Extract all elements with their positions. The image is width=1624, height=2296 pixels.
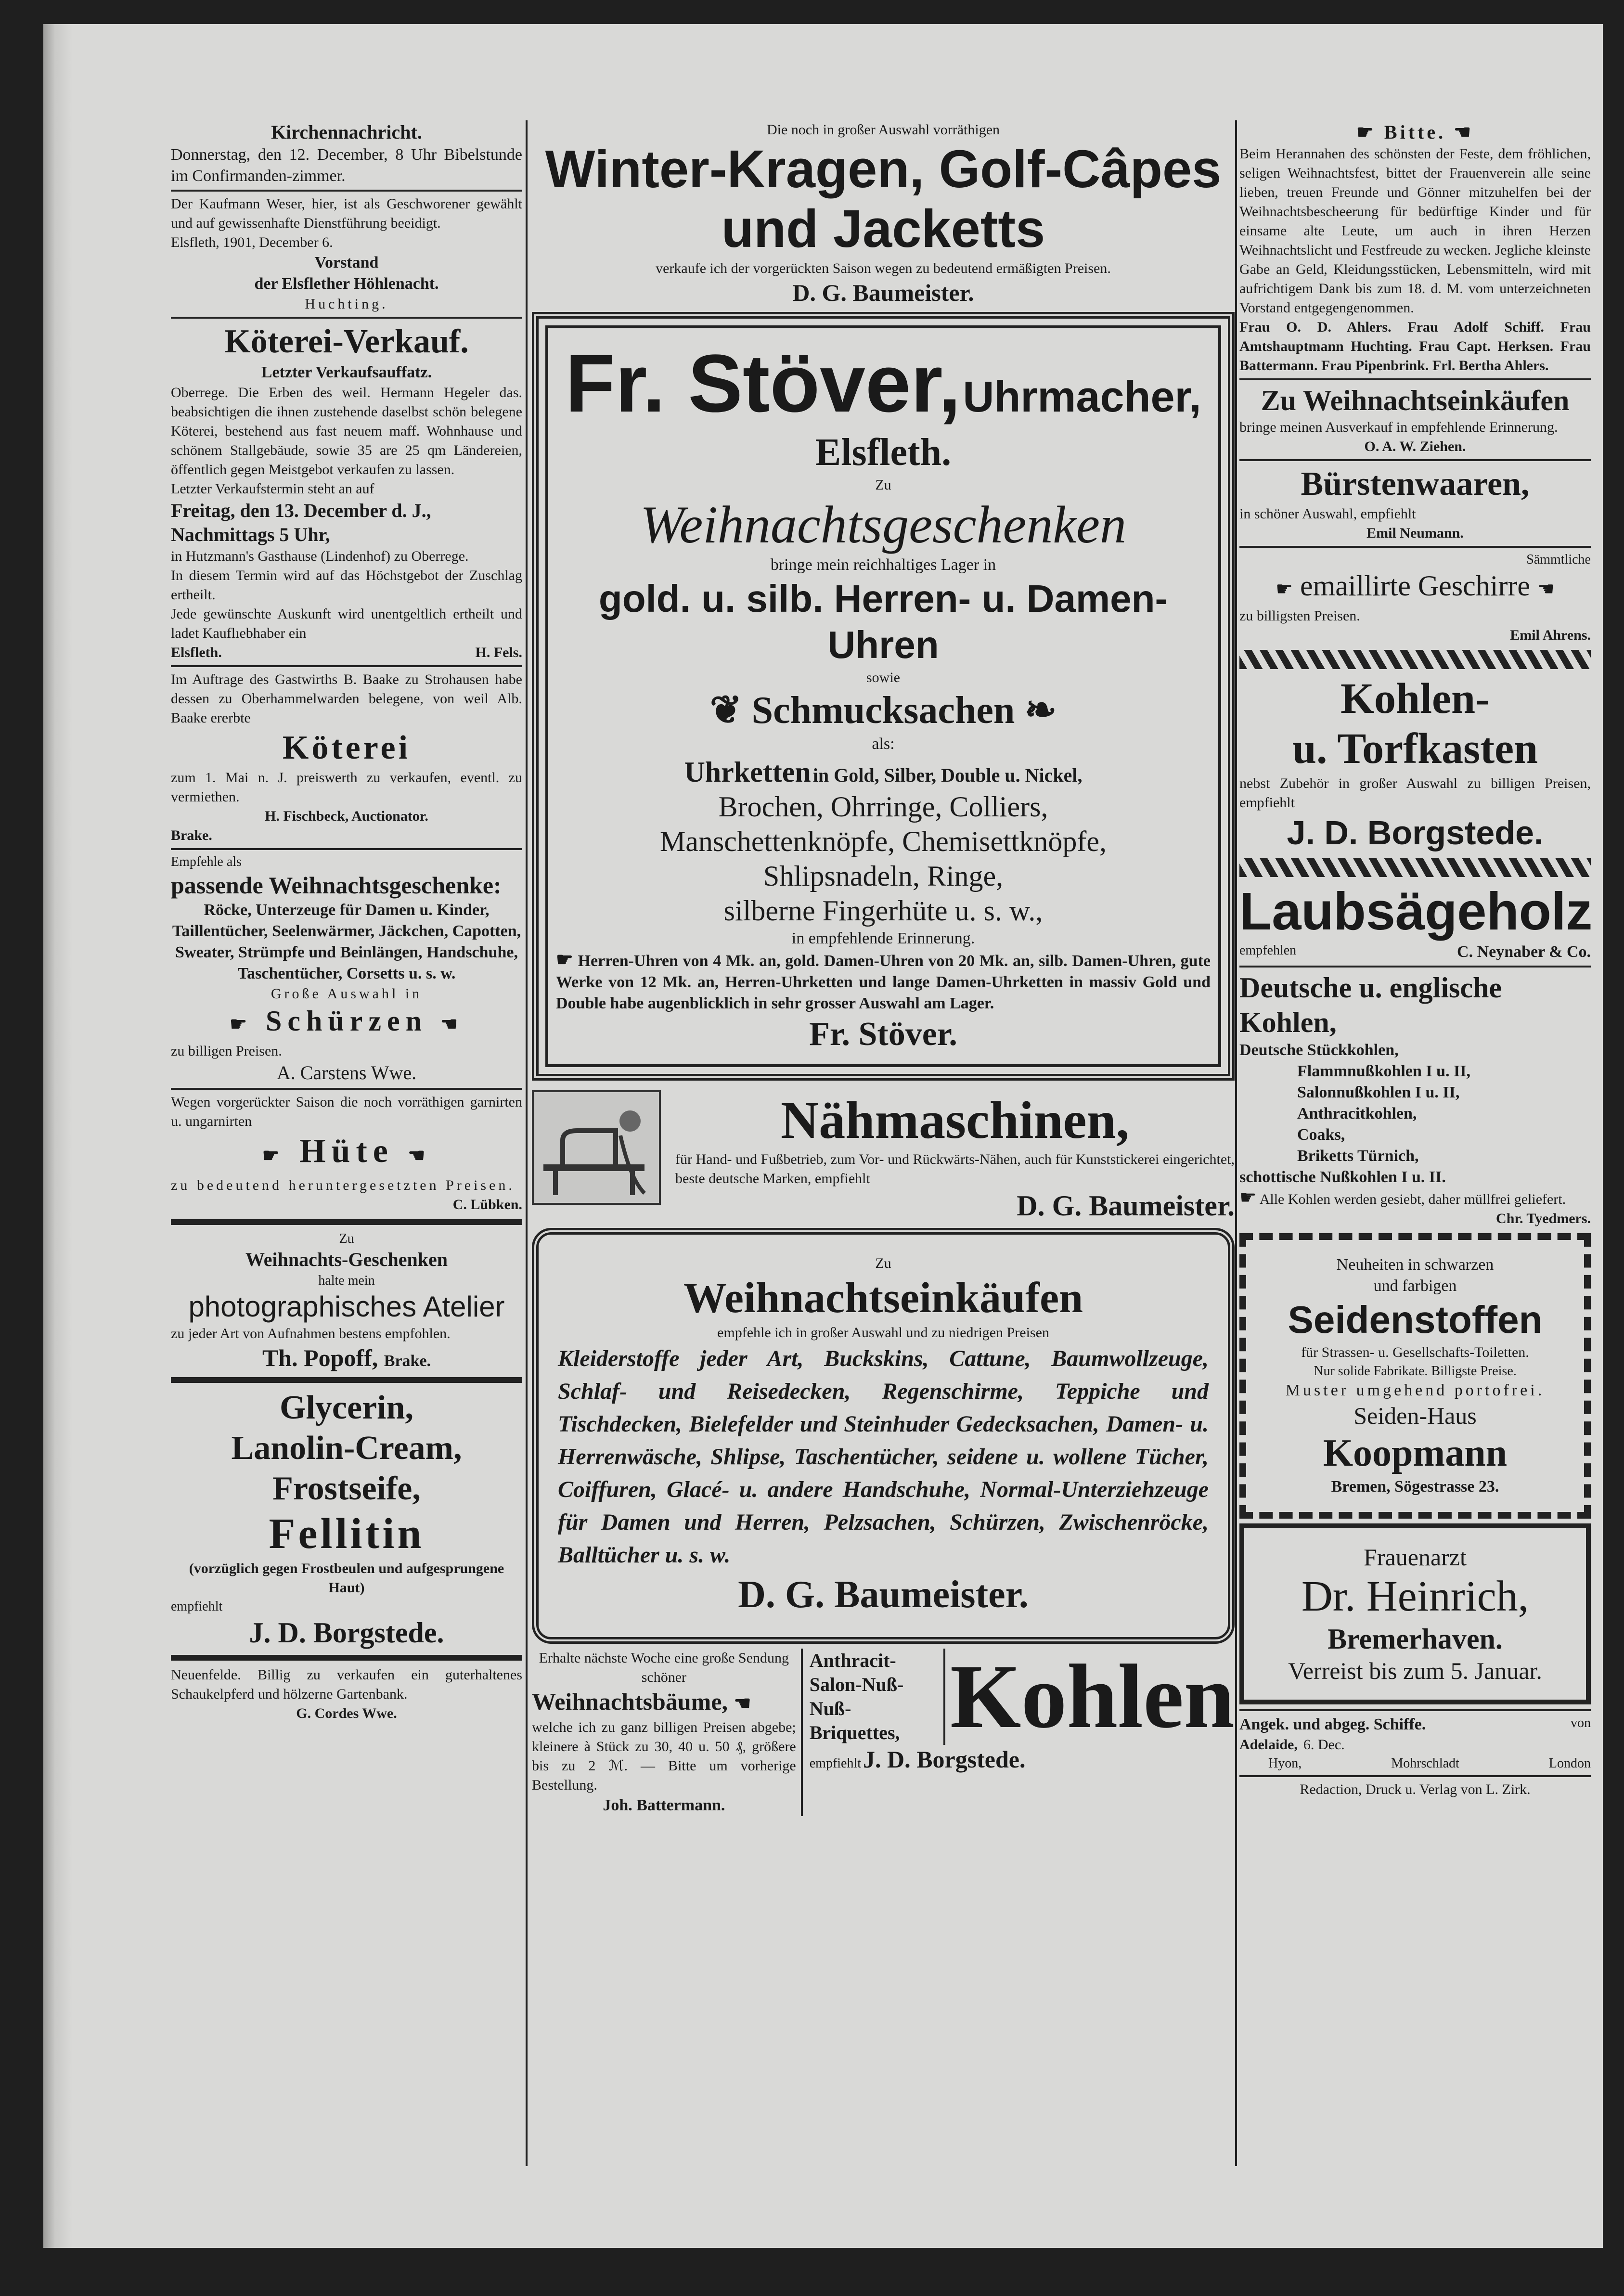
weser-sig2: der Elsflether Höhlenacht. bbox=[254, 275, 439, 293]
bk-l4: Briquettes, bbox=[809, 1722, 900, 1743]
stover-l4: Shlipsnadeln, Ringe, bbox=[763, 860, 1004, 892]
fellitin-l3: Frostseife, bbox=[272, 1470, 421, 1507]
schiffe-row1b: 6. Dec. bbox=[1303, 1737, 1345, 1753]
battermann-sig: Joh. Battermann. bbox=[603, 1796, 725, 1814]
bitte-title-line bbox=[1239, 120, 1591, 144]
ad-kirchennachricht bbox=[171, 120, 522, 187]
popoff-zu: Zu bbox=[339, 1231, 354, 1246]
lubken-sig: C. Lübken. bbox=[452, 1197, 522, 1212]
bm2-sig: D. G. Baumeister. bbox=[738, 1574, 1029, 1616]
ad-bottom-row bbox=[532, 1646, 1235, 1816]
bk-sig-line bbox=[810, 1745, 1235, 1774]
divider bbox=[1239, 1709, 1591, 1711]
kragen-l2: und Jacketts bbox=[721, 199, 1045, 258]
ziehen-text: bringe meinen Ausverkauf in empfehlende Erinnerung. bbox=[1239, 419, 1558, 435]
koopmann-big: Seidenstoffen bbox=[1288, 1298, 1543, 1341]
popoff-title: Weihnachts-Geschenken bbox=[245, 1249, 448, 1270]
ad-stover bbox=[532, 312, 1235, 1081]
carstens-title: passende Weihnachtsgeschenke: bbox=[171, 872, 502, 899]
popoff-sig-line bbox=[171, 1343, 522, 1372]
kasten-sig: J. D. Borgstede. bbox=[1287, 814, 1544, 851]
ad-baake bbox=[171, 670, 522, 845]
ornament-left-icon: ❦ bbox=[709, 689, 742, 732]
carstens-mid: Große Auswahl in bbox=[271, 986, 423, 1002]
kirchen-text: Donnerstag, den 12. December, 8 Uhr Bibelstunde im Confirmanden-zimmer. bbox=[171, 146, 522, 185]
ad-battermann bbox=[532, 1649, 803, 1816]
popoff-sub: halte mein bbox=[318, 1273, 375, 1288]
kragen-text: verkaufe ich der vorgerückten Saison wegen zu bedeutend ermäßigten Preisen. bbox=[656, 260, 1111, 276]
koopmann-l7: Koopmann bbox=[1323, 1432, 1508, 1474]
divider bbox=[1239, 459, 1591, 461]
baake-sig-place: Brake. bbox=[171, 827, 212, 843]
popoff-big: photographisches Atelier bbox=[188, 1290, 505, 1323]
fellitin-emp: empfiehlt bbox=[171, 1599, 223, 1614]
schiffe-title: Angek. und abgeg. Schiffe. bbox=[1239, 1716, 1426, 1733]
pointing-hand-icon: ☛ bbox=[1239, 1187, 1257, 1208]
stover-schmuck: Schmucksachen bbox=[751, 689, 1015, 732]
divider bbox=[171, 317, 522, 319]
schiffe-row bbox=[1239, 1735, 1591, 1754]
schiffe-row1a: Adelaide, bbox=[1239, 1737, 1298, 1753]
stover-big: gold. u. silb. Herren- u. Damen-Uhren bbox=[598, 577, 1168, 666]
koterei-termin: Letzter Verkaufstermin steht an auf bbox=[171, 481, 374, 497]
ahrens-title: emaillirte Geschirre bbox=[1300, 570, 1531, 602]
koopmann-l4: Nur solide Fabrikate. Billigste Preise. bbox=[1314, 1364, 1517, 1379]
ahrens-title-line bbox=[1239, 568, 1591, 606]
pointing-hand-icon: ☛ bbox=[1356, 121, 1377, 143]
kasten-text: nebst Zubehör in großer Auswahl zu billigen Preisen, empfiehlt bbox=[1239, 775, 1591, 811]
bitte-names: Frau O. D. Ahlers. Frau Adolf Schiff. Frau Amtshauptmann Huchting. Frau Capt. Herksen. Frau Battermann. Frau Pipenbrink. Frl. Bertha Ahlers. bbox=[1239, 319, 1591, 374]
battermann-big-line bbox=[532, 1687, 796, 1718]
thick-divider bbox=[171, 1377, 522, 1383]
bm2-sub: empfehle ich in großer Auswahl und zu niedrigen Preisen bbox=[717, 1325, 1049, 1341]
pointing-hand-icon: ☚ bbox=[440, 1013, 464, 1035]
weser-sig1: Vorstand bbox=[314, 254, 379, 271]
ahrens-text: zu billigsten Preisen. bbox=[1239, 608, 1360, 624]
koterei-title: Köterei-Verkauf. bbox=[224, 323, 469, 360]
bk-big: Kohlen bbox=[950, 1646, 1235, 1747]
fellitin-l2: Lanolin-Cream, bbox=[231, 1430, 462, 1467]
popoff-sig: Th. Popoff, bbox=[262, 1344, 378, 1371]
weser-text: Der Kaufmann Weser, hier, ist als Geschworener gewählt und auf gewissenhafte Dienstführung beeidigt. bbox=[171, 196, 522, 231]
ad-popoff bbox=[171, 1230, 522, 1372]
divider bbox=[1239, 966, 1591, 967]
naehmaschinen-sig: D. G. Baumeister. bbox=[1017, 1190, 1235, 1222]
cordes-text: Neuenfelde. Billig zu verkaufen ein guterhaltenes Schaukelpferd und hölzerne Gartenbank. bbox=[171, 1667, 522, 1702]
popoff-text: zu jeder Art von Aufnahmen bestens empfohlen. bbox=[171, 1326, 451, 1341]
column-rule-right bbox=[1235, 120, 1237, 2166]
kragen-pre: Die noch in großer Auswahl vorräthigen bbox=[766, 122, 1000, 138]
heinrich-l3: Bremerhaven. bbox=[1328, 1623, 1503, 1655]
ad-borgstede-fellitin bbox=[171, 1388, 522, 1650]
ad-cordes bbox=[171, 1665, 522, 1723]
stover-l5: silberne Fingerhüte u. s. w., bbox=[723, 895, 1043, 927]
ad-koterei-verkauf bbox=[171, 322, 522, 662]
column-rule-left bbox=[526, 120, 528, 2166]
bk-sig: J. D. Borgstede. bbox=[863, 1746, 1026, 1773]
koopmann-l5: Muster umgehend portofrei. bbox=[1285, 1381, 1545, 1399]
koterei-text2: In diesem Termin wird auf das Höchstgebot der Zuschlag ertheilt. bbox=[171, 568, 522, 603]
huchting: Huchting. bbox=[305, 296, 388, 312]
stover-header bbox=[556, 338, 1211, 429]
koopmann-l6: Seiden-Haus bbox=[1353, 1402, 1477, 1429]
fellitin-l4: Fellitin bbox=[269, 1510, 425, 1558]
thick-divider bbox=[171, 1219, 522, 1225]
stover-l1 bbox=[556, 755, 1211, 789]
baake-sig: H. Fischbeck, Auctionator. bbox=[265, 808, 428, 824]
divider bbox=[171, 665, 522, 667]
ahrens-pre: Sämmtliche bbox=[1526, 552, 1591, 567]
tyedmers-l4: Anthracitkohlen, bbox=[1297, 1105, 1417, 1122]
tyedmers-l1: Deutsche Stückkohlen, bbox=[1239, 1041, 1399, 1059]
baake-text: Im Auftrage des Gastwirths B. Baake zu Strohausen habe dessen zu Oberhammelwarden belegene, von weil Alb. Baake ererbte bbox=[171, 671, 522, 726]
ad-ziehen bbox=[1239, 383, 1591, 456]
bk-l1: Anthracit- bbox=[809, 1650, 896, 1671]
stover-city: Elsfleth. bbox=[815, 431, 952, 474]
fellitin-text: (vorzüglich gegen Frostbeulen und aufgesprungene Haut) bbox=[189, 1561, 504, 1596]
neynaber-sig: C. Neynaber & Co. bbox=[1457, 943, 1591, 961]
stover-sub: bringe mein reichhaltiges Lager in bbox=[770, 556, 996, 574]
koterei-sub: Letzter Verkaufsauffatz. bbox=[261, 363, 432, 381]
koterei-sig-place: Elsfleth. bbox=[171, 645, 222, 660]
decorative-bar bbox=[1239, 650, 1591, 669]
carstens-text: Röcke, Unterzeuge für Damen u. Kinder, Taillentücher, Seelenwärmer, Jäckchen, Capotten, Sweater, Strümpfe und Beinlängen, Handschuhe, Taschentücher, Corsetts u. s. w. bbox=[172, 901, 521, 982]
pointing-hand-icon: ☚ bbox=[1537, 578, 1555, 600]
cordes-sig: G. Cordes Wwe. bbox=[296, 1705, 397, 1721]
tyedmers-note-line bbox=[1239, 1188, 1591, 1209]
bitte-text: Beim Herannahen des schönsten der Feste, dem fröhlichen, seligen Weihnachtsfest, bittet der Frauenverein alle seine lieben, treuen Freunde und Gönner mitzuhelfen bei der Weihnachtsbescheerung für bedürftige Kinder und für einsame alte Leute, um auch in ihren Herzen Weihnachtslicht und Festfreude zu wecken. Jegliche kleinste Gabe an Geld, Kleidungsstücken, Lebensmitteln, wird mit aufrichtigem Dank bis zum 18. d. M. vom unterzeichneten Vorstand entgegengenommen. bbox=[1239, 146, 1591, 316]
decorative-bar bbox=[1239, 858, 1591, 877]
bm2-text: Kleiderstoffe jeder Art, Buckskins, Cattune, Baumwollzeuge, Schlaf- und Reisedecken, Regenschirme, Teppiche und Tischdecken, Bielefelder und Steinhuder Gedecksachen, Damen- u. Herrenwäsche, Shlipse, Taschentücher, seidene u. wollene Tücher, Coiffuren, Glacé- u. andere Handschuhe, Normal-Unterziehzeuge für Damen und Herren, Pelzsachen, Schürzen, Zwischenröcke, Balltücher u. s. w. bbox=[558, 1346, 1209, 1568]
ad-bitte bbox=[1239, 120, 1591, 375]
ornament-right-icon: ❧ bbox=[1024, 689, 1057, 732]
stover-als: als: bbox=[872, 735, 895, 753]
schiffe-row bbox=[1239, 1754, 1591, 1772]
pointing-hand-icon: ☚ bbox=[1454, 121, 1474, 143]
koopmann-l8: Bremen, Sögestrasse 23. bbox=[1331, 1478, 1499, 1496]
bm2-zu: Zu bbox=[875, 1255, 891, 1271]
ad-baumeister-kragen bbox=[532, 120, 1235, 307]
stover-l2: Brochen, Ohrringe, Colliers, bbox=[718, 791, 1048, 823]
koopmann-l1: Neuheiten in schwarzen bbox=[1336, 1256, 1494, 1274]
ad-neynaber bbox=[1239, 882, 1591, 963]
tyedmers-l7: schottische Nußkohlen I u. II. bbox=[1239, 1168, 1446, 1186]
neynaber-title: Laubsägeholz bbox=[1239, 882, 1593, 941]
carstens-intro: Empfehle als bbox=[171, 854, 242, 869]
tyedmers-l6: Briketts Türnich, bbox=[1297, 1147, 1419, 1165]
schiffe-row2b: Mohrschladt bbox=[1391, 1756, 1459, 1771]
ahrens-sig: Emil Ahrens. bbox=[1510, 627, 1591, 643]
sewing-machine-icon bbox=[532, 1090, 661, 1205]
ad-neumann bbox=[1239, 464, 1591, 543]
kragen-l1: Winter-Kragen, Golf-Câpes bbox=[545, 140, 1222, 199]
heinrich-l4: Verreist bis zum 5. Januar. bbox=[1288, 1657, 1542, 1684]
ad-ahrens bbox=[1239, 551, 1591, 645]
ad-borgstede-kohlen bbox=[809, 1646, 1235, 1816]
stover-l1b: in Gold, Silber, Double u. Nickel, bbox=[812, 764, 1083, 786]
ziehen-title: Zu Weihnachtseinkäufen bbox=[1261, 385, 1570, 416]
thick-divider bbox=[171, 1655, 522, 1661]
stover-p1: Herren-Uhren von 4 Mk. an, gold. Damen-Uhren von 20 Mk. an, silb. Damen-Uhren, gute Werke von 12 Mk. an, Herren-Uhrketten und lange Damen-Uhrketten in massiv Gold und Double habe augenblicklich in sehr grosser Auswahl am Lager. bbox=[556, 952, 1211, 1012]
stover-name: Fr. Stöver, bbox=[565, 338, 961, 429]
lubken-text: Wegen vorgerückter Saison die noch vorräthigen garnirten u. ungarnirten bbox=[171, 1094, 522, 1129]
fellitin-l1: Glycerin, bbox=[280, 1389, 413, 1426]
divider bbox=[171, 1088, 522, 1090]
pointing-hand-icon: ☛ bbox=[556, 949, 573, 970]
weser-place: Elsfleth, 1901, December 6. bbox=[171, 234, 333, 250]
neumann-title: Bürstenwaaren, bbox=[1301, 465, 1530, 503]
neumann-sig: Emil Neumann. bbox=[1366, 525, 1464, 541]
stover-schmuck-line bbox=[556, 687, 1211, 734]
ad-naehmaschinen bbox=[532, 1090, 1235, 1223]
koterei-text3: Jede gewünschte Auskunft wird unentgeltlich ertheilt und ladet Kauflıebhaber ein bbox=[171, 606, 522, 641]
tyedmers-l2: Flammnußkohlen I u. II, bbox=[1297, 1062, 1470, 1080]
koterei-text: Oberrege. Die Erben des weil. Hermann Hegeler das. beabsichtigen die ihnen zustehende daselbst schön belegene Köterei, bestehend aus fast neuem maff. Wohnhause und schönem Stallgebäude, sowie 35 are 25 qm Ländereien, öffentlich gegen Meistgebot verkaufen zu lassen. bbox=[171, 385, 522, 477]
stover-p1-line bbox=[556, 949, 1211, 1014]
carstens-text2: zu billigen Preisen. bbox=[171, 1043, 282, 1059]
ad-weser bbox=[171, 194, 522, 314]
bitte-title: Bitte. bbox=[1384, 121, 1446, 143]
stover-zu: Zu bbox=[875, 477, 891, 493]
bk-l2: Salon-Nuß- bbox=[809, 1674, 904, 1695]
ad-borgstede-kasten bbox=[1239, 674, 1591, 853]
carstens-big bbox=[171, 1004, 522, 1042]
page-edge bbox=[43, 24, 72, 2248]
naehmaschinen-text: für Hand- und Fußbetrieb, zum Vor- und Rückwärts-Nähen, auch für Kunststickerei eingerichtet, beste deutsche Marken, empfiehlt bbox=[675, 1151, 1235, 1187]
kasten-l2: u. Torfkasten bbox=[1292, 725, 1538, 773]
battermann-text: welche ich zu ganz billigen Preisen abgebe; kleinere à Stück zu 30, 40 u. 50 ₰, größere bis zu 2 ℳ. — Bitte um vorherige Bestellung. bbox=[532, 1719, 796, 1793]
ad-carstens bbox=[171, 853, 522, 1085]
tyedmers-note: Alle Kohlen werden gesiebt, daher müllfrei geliefert. bbox=[1259, 1191, 1566, 1207]
popoff-sig-place: Brake. bbox=[384, 1352, 431, 1370]
schiffe-row2a: Hyon, bbox=[1268, 1756, 1302, 1771]
kragen-sig: D. G. Baumeister. bbox=[792, 279, 974, 306]
divider bbox=[1239, 1775, 1591, 1777]
divider bbox=[171, 848, 522, 850]
stover-l6: in empfehlende Erinnerung. bbox=[791, 929, 975, 947]
schiffe-col3: von bbox=[1571, 1716, 1591, 1730]
divider bbox=[1239, 378, 1591, 380]
stover-l1a: Uhrketten bbox=[684, 756, 811, 788]
lubken-big-text: Hüte bbox=[299, 1133, 394, 1170]
left-column bbox=[171, 120, 522, 2166]
koopmann-l2: und farbigen bbox=[1373, 1277, 1457, 1295]
battermann-big: Weihnachtsbäume, bbox=[532, 1688, 728, 1715]
baake-big: Köterei bbox=[282, 729, 411, 766]
middle-column bbox=[532, 120, 1235, 2166]
carstens-sig: A. Carstens Wwe. bbox=[276, 1062, 417, 1084]
right-column bbox=[1239, 120, 1591, 2166]
carstens-big-text: Schürzen bbox=[266, 1005, 427, 1037]
neumann-text: in schöner Auswahl, empfiehlt bbox=[1239, 506, 1416, 522]
pointing-hand-icon: ☚ bbox=[734, 1692, 751, 1714]
battermann-l1: Erhalte nächste Woche eine große Sendung schöner bbox=[539, 1650, 789, 1685]
pointing-hand-icon: ☛ bbox=[262, 1145, 285, 1166]
koterei-sig: H. Fels. bbox=[475, 645, 522, 660]
koterei-date: Freitag, den 13. December d. J., Nachmittags 5 Uhr, bbox=[171, 500, 431, 545]
fellitin-sig: J. D. Borgstede. bbox=[249, 1617, 444, 1649]
divider bbox=[1239, 546, 1591, 548]
kirchen-title: Kirchennachricht. bbox=[271, 121, 422, 143]
pointing-hand-icon: ☚ bbox=[408, 1145, 431, 1166]
kasten-l1: Kohlen- bbox=[1340, 675, 1490, 722]
lubken-text2: zu bedeutend heruntergesetzten Preisen. bbox=[171, 1177, 515, 1193]
bk-emp: empfiehlt bbox=[809, 1756, 862, 1771]
bk-l3: Nuß- bbox=[809, 1698, 851, 1719]
lubken-big bbox=[171, 1131, 522, 1176]
naehmaschinen-title: Nähmaschinen, bbox=[780, 1091, 1130, 1149]
stover-l3: Manschettenknöpfe, Chemisettknöpfe, bbox=[659, 826, 1107, 857]
ad-schiffe bbox=[1239, 1714, 1591, 1772]
ad-heinrich bbox=[1239, 1523, 1591, 1704]
stover-sowie: sowie bbox=[866, 670, 900, 685]
bm2-title: Weihnachtseinkäufen bbox=[683, 1274, 1083, 1322]
schiffe-row2c: London bbox=[1548, 1756, 1591, 1771]
koterei-place: in Hutzmann's Gasthause (Lindenhof) zu Oberrege. bbox=[171, 548, 469, 564]
imprint: Redaction, Druck u. Verlag von L. Zirk. bbox=[1300, 1781, 1531, 1797]
neynaber-emp: empfehlen bbox=[1239, 943, 1297, 958]
ad-tyedmers bbox=[1239, 970, 1591, 1228]
divider bbox=[171, 190, 522, 192]
heinrich-l2: Dr. Heinrich, bbox=[1301, 1573, 1529, 1620]
ziehen-sig: O. A. W. Ziehen. bbox=[1364, 439, 1466, 454]
baake-text2: zum 1. Mai n. J. preiswerth zu verkaufen, eventl. zu vermiethen. bbox=[171, 770, 522, 805]
stover-title: Weihnachtsgeschenken bbox=[640, 495, 1127, 554]
pointing-hand-icon: ☛ bbox=[1276, 578, 1293, 600]
ad-koopmann bbox=[1239, 1233, 1591, 1519]
tyedmers-sig: Chr. Tyedmers. bbox=[1496, 1211, 1591, 1226]
stover-sig: Fr. Stöver. bbox=[809, 1016, 957, 1053]
stover-trade: Uhrmacher, bbox=[963, 373, 1201, 421]
ad-lubken bbox=[171, 1093, 522, 1214]
tyedmers-title: Deutsche u. englische Kohlen, bbox=[1239, 972, 1502, 1038]
heinrich-l1: Frauenarzt bbox=[1364, 1544, 1467, 1571]
ad-baumeister-weihnacht bbox=[532, 1228, 1235, 1644]
tyedmers-l5: Coaks, bbox=[1297, 1126, 1345, 1144]
tyedmers-l3: Salonnußkohlen I u. II, bbox=[1297, 1084, 1460, 1101]
pointing-hand-icon: ☛ bbox=[230, 1013, 253, 1035]
koopmann-l3: für Strassen- u. Gesellschafts-Toiletten. bbox=[1301, 1344, 1529, 1360]
